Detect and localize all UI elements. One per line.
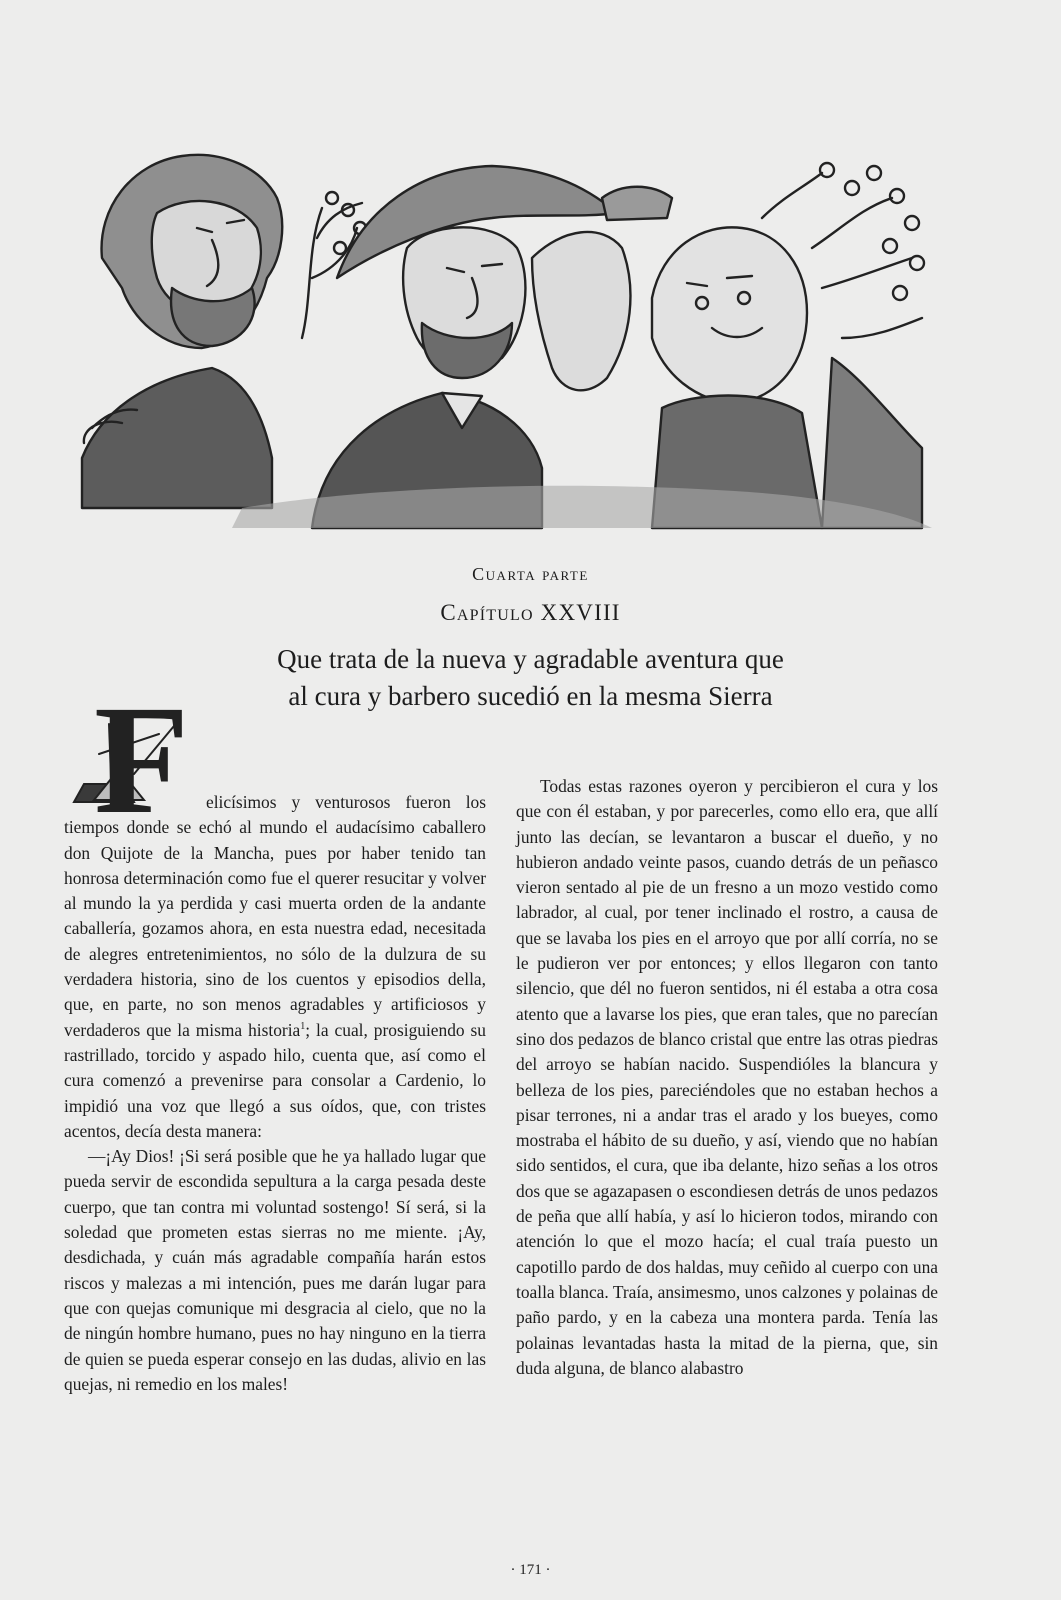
part-label: Cuarta parte [472,564,589,584]
intro-text-part-1: elicísimos y venturosos fueron los tiempos donde se echó al mundo el audacísimo caballero don Quijote de la Mancha, pues por haber tenido tan honrosa determinación como fue el querer resucitar y volver al mundo la ya perdida y casi muerta orden de la andante caballería, gozamos ahora, en esta nuestra edad, necesitada de alegres entretenimientos, no sólo de la dulzura de su verdadera historia, sino de los cuentos y episodios della, que, en parte, no son menos agradables y artificiosos y verdaderos que la misma historia [64,792,486,1040]
right-paragraph: Todas estas razones oyeron y percibieron el cura y los que con él estaban, y por parecerles, como ello era, que allí junto las decían, se levantaron a buscar el dueño, y no hubieron andado veinte pasos, cuando detrás de un peñasco vieron sentado al pie de un fresno a un mozo vestido como labrador, al cual, por tener inclinado el rostro, a causa de que se lavaba los pies en el arroyo que por allí corría, no se le pudieron ver por entonces; y ellos llegaron con tanto silencio, que dél no fueron sentidos, ni él estaba a otra cosa atento que a lavarse los pies, que eran tales, que no parecían sino dos pedazos de blanco cristal que entre las otras piedras del arroyo se habían nacido. Suspendióles la blancura y belleza de los pies, pareciéndoles que no estaban hechos a pisar terrones, ni a andar tras el arado y los bueyes, como mostraba el hábito de su dueño, y así, viendo que no habían sido sentidos, el cura, que iba delante, hizo señas a los otros dos que se agazapasen o escondiesen detrás de unos pedazos de peña que allí había, y así lo hicieron todos, mirando con atención lo que el mozo hacía; el cual traía puesto un capotillo pardo de dos haldas, muy ceñido al cuerpo con una toalla blanca. Traía, ansimesmo, unos calzones y polainas de paño pardo, y en la cabeza una montera parda. Tenía las polainas levantadas hasta la mitad de la pierna, que, sin duda alguna, de blanco alabastro [516,776,938,1378]
three-men-peering-through-bushes-illustration [62,128,942,548]
speech-paragraph: —¡Ay Dios! ¡Si será posible que he ya hallado lugar que pueda servir de escondida sepultura a la carga pesada deste cuerpo, que tan contra mi voluntad sostengo! Sí será, si la soledad que prometen estas sierras no me miente. ¡Ay, desdichada, y cuán más agradable compañía harán estos riscos y malezas a mi intención, pues me darán lugar para que con quejas comunique mi desgracia al cielo, que no la de ningún hombre humano, pues no hay ninguno en la tierra de quien se pueda esperar consejo en las dudas, alivio en las quejas, ni remedio en los males! [64,1146,486,1394]
page-number: · 171 · [510,1562,551,1578]
chapter-title-line-2: al cura y barbero sucedió en la mesma Sierra [288,681,773,711]
intro-text-part-2: ; la cual, prosiguiendo su rastrillado, torcido y aspado hilo, cuenta que, así como el cura comenzó a prevenirse para consolar a Cardenio, lo impidió una voz que llegó a sus oídos, que, con tristes acentos, decía desta manera: [64,1019,487,1141]
intro-paragraph [64,673,487,1144]
left-column [64,673,487,1397]
chapter-label: Capítulo XXVIII [440,600,621,625]
ornate-initial-with-lance-and-tent [64,673,206,846]
chapter-title-line-1: Que trata de la nueva y agradable aventura que [277,644,784,674]
dropcap-letter: F [94,673,190,846]
right-column [516,774,938,1381]
footnote-reference: 1 [300,1020,306,1032]
